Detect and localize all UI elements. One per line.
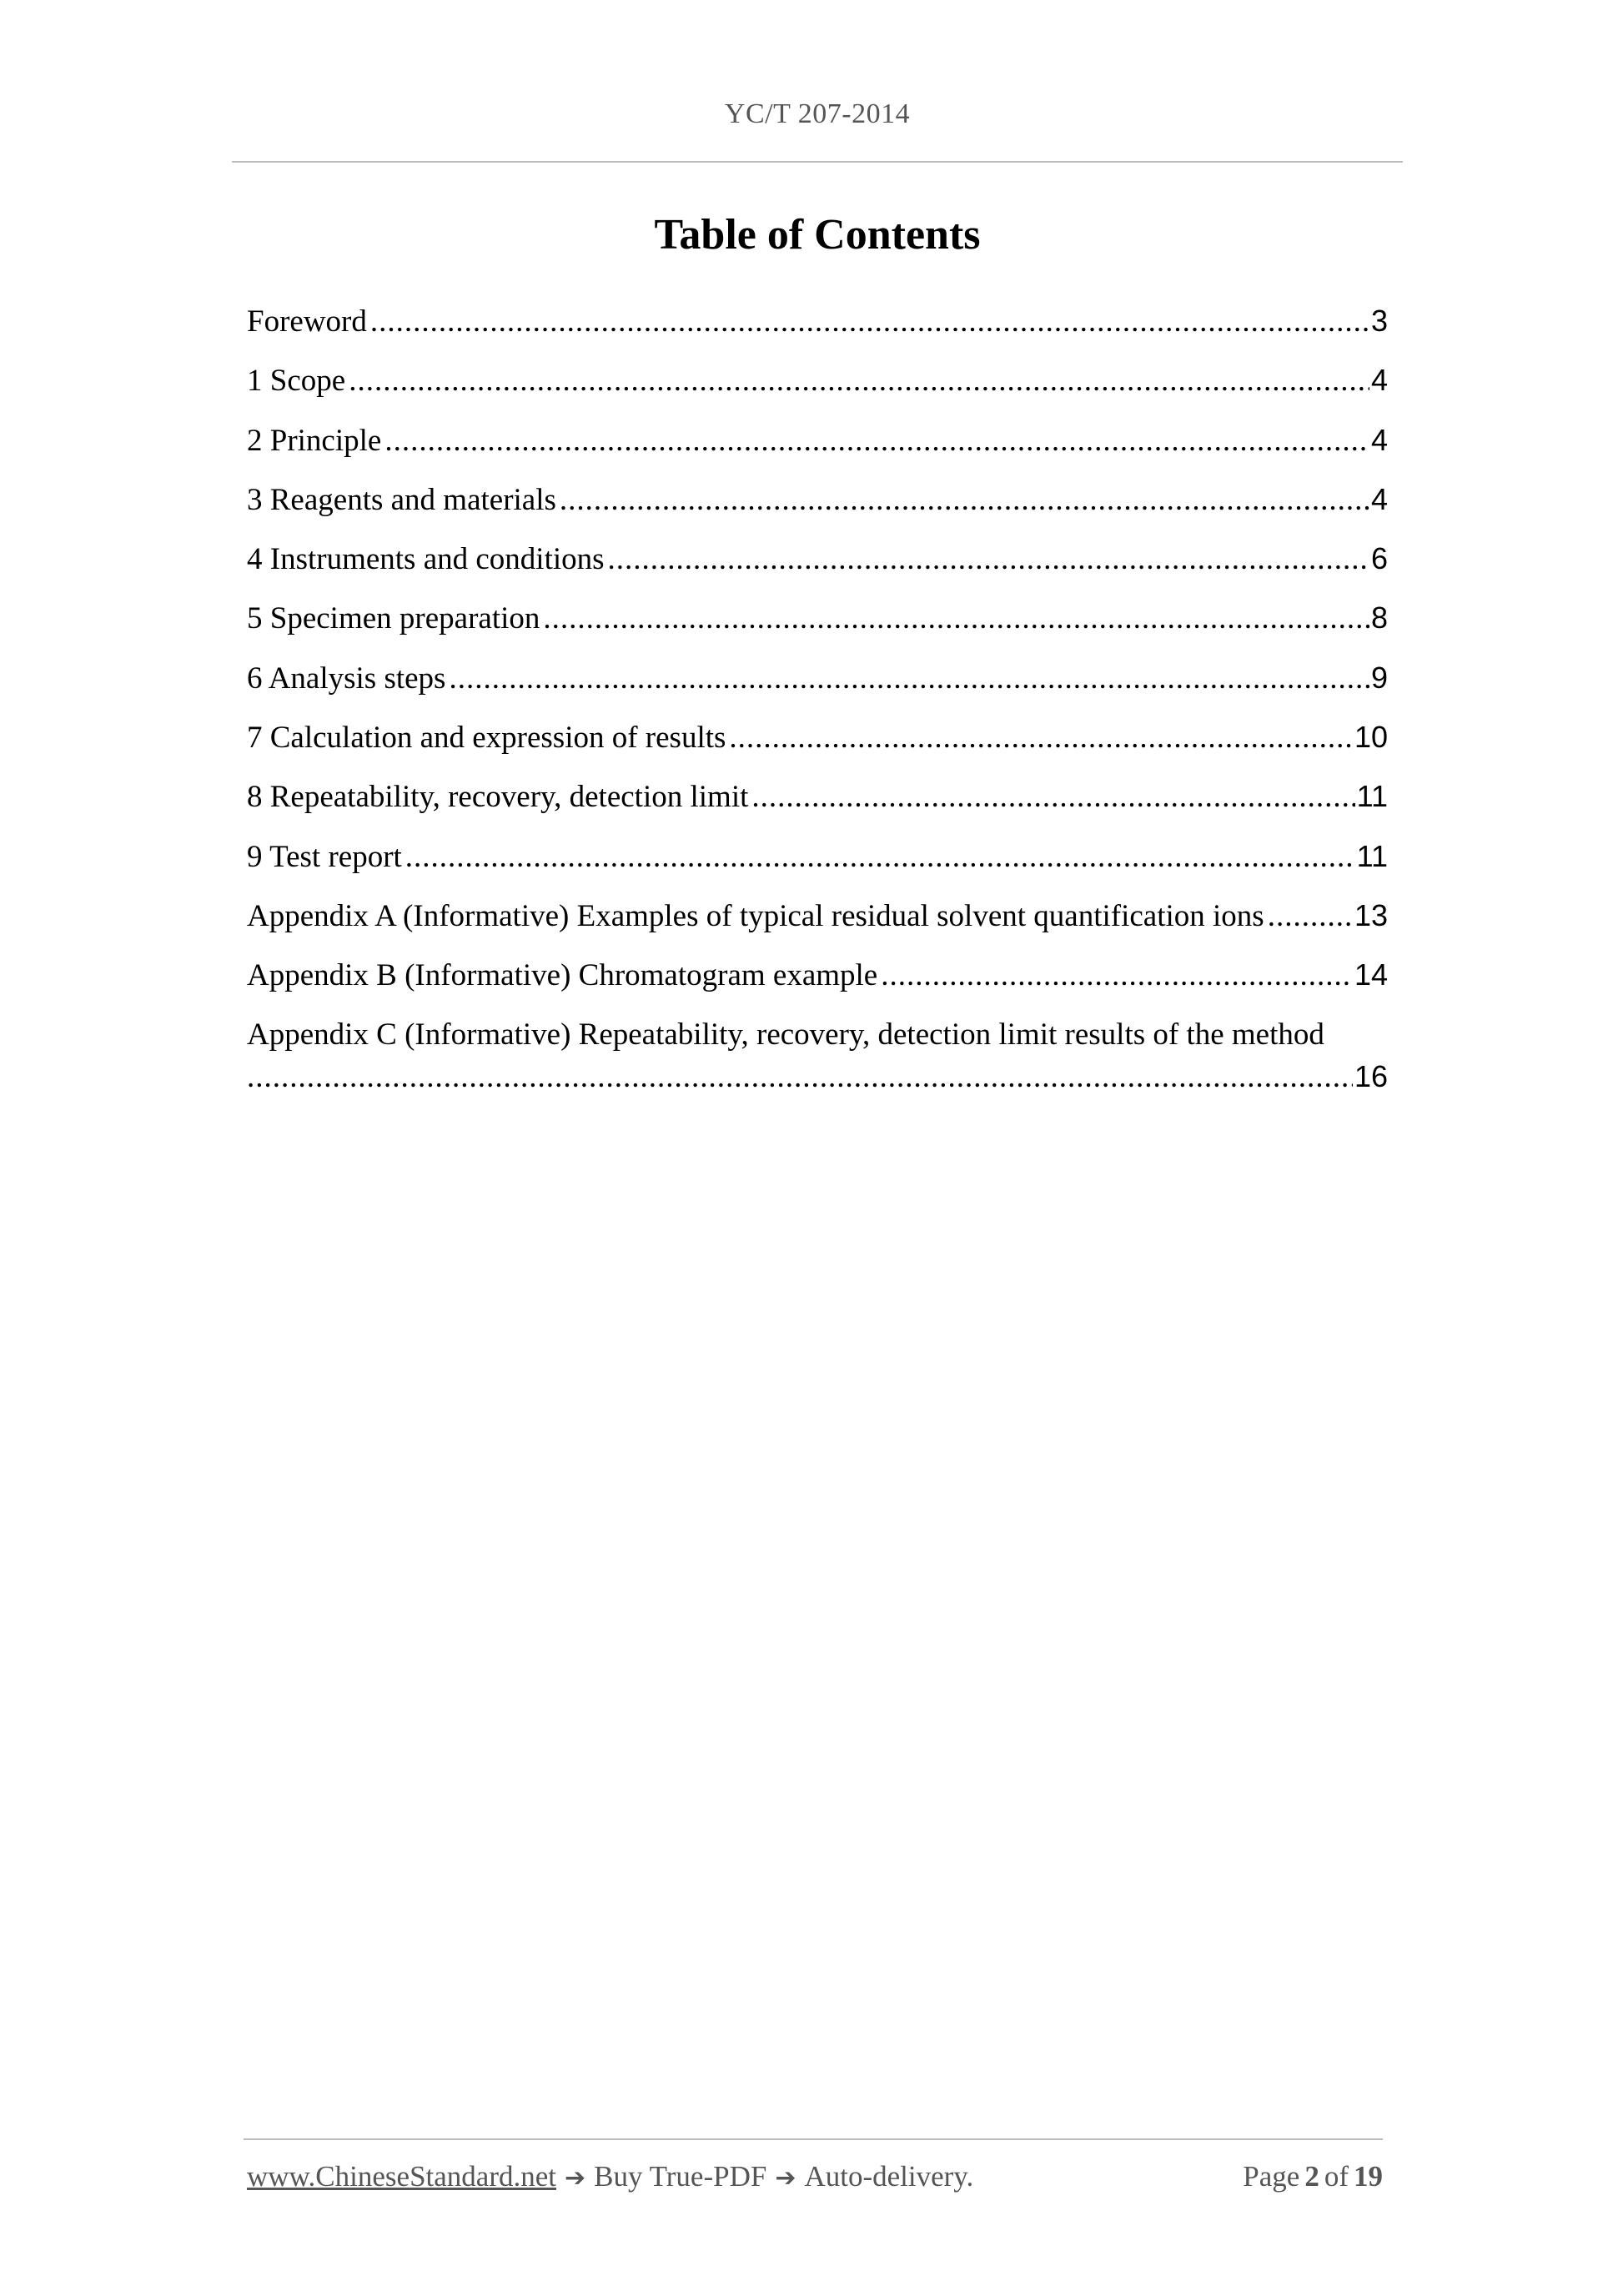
toc-entry-instruments[interactable]: [247, 538, 1388, 597]
toc-entry-appendix-b[interactable]: [247, 954, 1388, 1013]
toc-dot-leader: [247, 1057, 1353, 1098]
page-total: 19: [1354, 2160, 1383, 2193]
toc-entry-page: 6: [1370, 541, 1388, 576]
toc-entry-appendix-a[interactable]: [247, 895, 1388, 954]
toc-entry-text: 9 Test report: [247, 839, 402, 874]
toc-entry-continuation: [247, 1056, 1388, 1098]
toc-dot-leader: [729, 717, 1353, 759]
toc-entry-page: 14: [1354, 957, 1388, 992]
toc-entry-repeatability[interactable]: [247, 776, 1388, 835]
toc-entry-text: Appendix B (Informative) Chromatogram example: [247, 958, 878, 993]
right-arrow-icon: ➔: [565, 2163, 586, 2193]
toc-dot-leader: [405, 837, 1355, 878]
toc-entry-appendix-c[interactable]: [247, 1014, 1388, 1108]
toc-dot-leader: [370, 301, 1369, 343]
toc-dot-leader: [349, 360, 1369, 402]
toc-entry-text: Foreword: [247, 304, 367, 339]
toc-list: [247, 300, 1388, 1108]
toc-entry-text: Appendix A (Informative) Examples of typical residual solvent quantification ions: [247, 898, 1264, 933]
toc-dot-leader: [449, 658, 1369, 700]
toc-entry-page: 4: [1370, 481, 1388, 516]
toc-dot-leader: [751, 776, 1354, 818]
toc-dot-leader: [1268, 896, 1353, 937]
toc-entry-text: 2 Principle: [247, 423, 382, 458]
page-footer: [247, 2160, 1383, 2193]
toc-entry-text: 3 Reagents and materials: [247, 482, 556, 517]
toc-entry-reagents[interactable]: [247, 479, 1388, 538]
page-current: 2: [1304, 2160, 1319, 2193]
toc-entry-text: 6 Analysis steps: [247, 661, 446, 696]
toc-entry-text: 8 Repeatability, recovery, detection limit: [247, 780, 749, 815]
toc-entry-specimen[interactable]: [247, 597, 1388, 656]
toc-entry-page: 3: [1370, 304, 1388, 338]
toc-entry-principle[interactable]: [247, 420, 1388, 479]
page-header-doc-code: YC/T 207-2014: [724, 98, 911, 129]
toc-dot-leader: [608, 539, 1369, 580]
toc-entry-scope[interactable]: [247, 359, 1388, 419]
page-label: Page: [1243, 2160, 1300, 2193]
toc-entry-page: 16: [1354, 1058, 1388, 1093]
toc-dot-leader: [384, 420, 1369, 462]
toc-dot-leader: [543, 598, 1369, 640]
buy-true-pdf-text: Buy True-PDF: [594, 2160, 767, 2193]
toc-entry-page: 4: [1370, 422, 1388, 457]
toc-entry-calculation[interactable]: [247, 716, 1388, 776]
toc-entry-page: 10: [1354, 720, 1388, 755]
toc-entry-page: 9: [1370, 660, 1388, 695]
toc-entry-text: 7 Calculation and expression of results: [247, 721, 726, 756]
toc-entry-page: 11: [1356, 838, 1388, 873]
toc-entry-foreword[interactable]: [247, 300, 1388, 359]
auto-delivery-text: Auto-delivery.: [804, 2160, 974, 2193]
toc-entry-page: 4: [1370, 363, 1388, 398]
right-arrow-icon: ➔: [775, 2163, 796, 2193]
toc-entry-text: 4 Instruments and conditions: [247, 542, 605, 577]
footer-divider: [244, 2138, 1383, 2140]
toc-entry-test-report[interactable]: [247, 836, 1388, 895]
toc-dot-leader: [560, 480, 1369, 521]
toc-entry-text: Appendix C (Informative) Repeatability, recovery, detection limit results of the method: [247, 1017, 1324, 1052]
toc-entry-text: 5 Specimen preparation: [247, 601, 540, 636]
toc-entry-page: 11: [1356, 779, 1388, 814]
toc-entry-page: 13: [1354, 897, 1388, 932]
toc-title: Table of Contents: [654, 211, 981, 259]
page-number: [1238, 2160, 1383, 2193]
toc-dot-leader: [881, 955, 1353, 997]
header-divider: [232, 161, 1403, 163]
site-link[interactable]: www.ChineseStandard.net: [247, 2160, 556, 2193]
page-of-label: of: [1324, 2160, 1349, 2193]
toc-entry-text: 1 Scope: [247, 364, 346, 399]
footer-promo: [247, 2160, 973, 2193]
toc-entry-analysis[interactable]: [247, 657, 1388, 716]
toc-entry-page: 8: [1370, 600, 1388, 636]
